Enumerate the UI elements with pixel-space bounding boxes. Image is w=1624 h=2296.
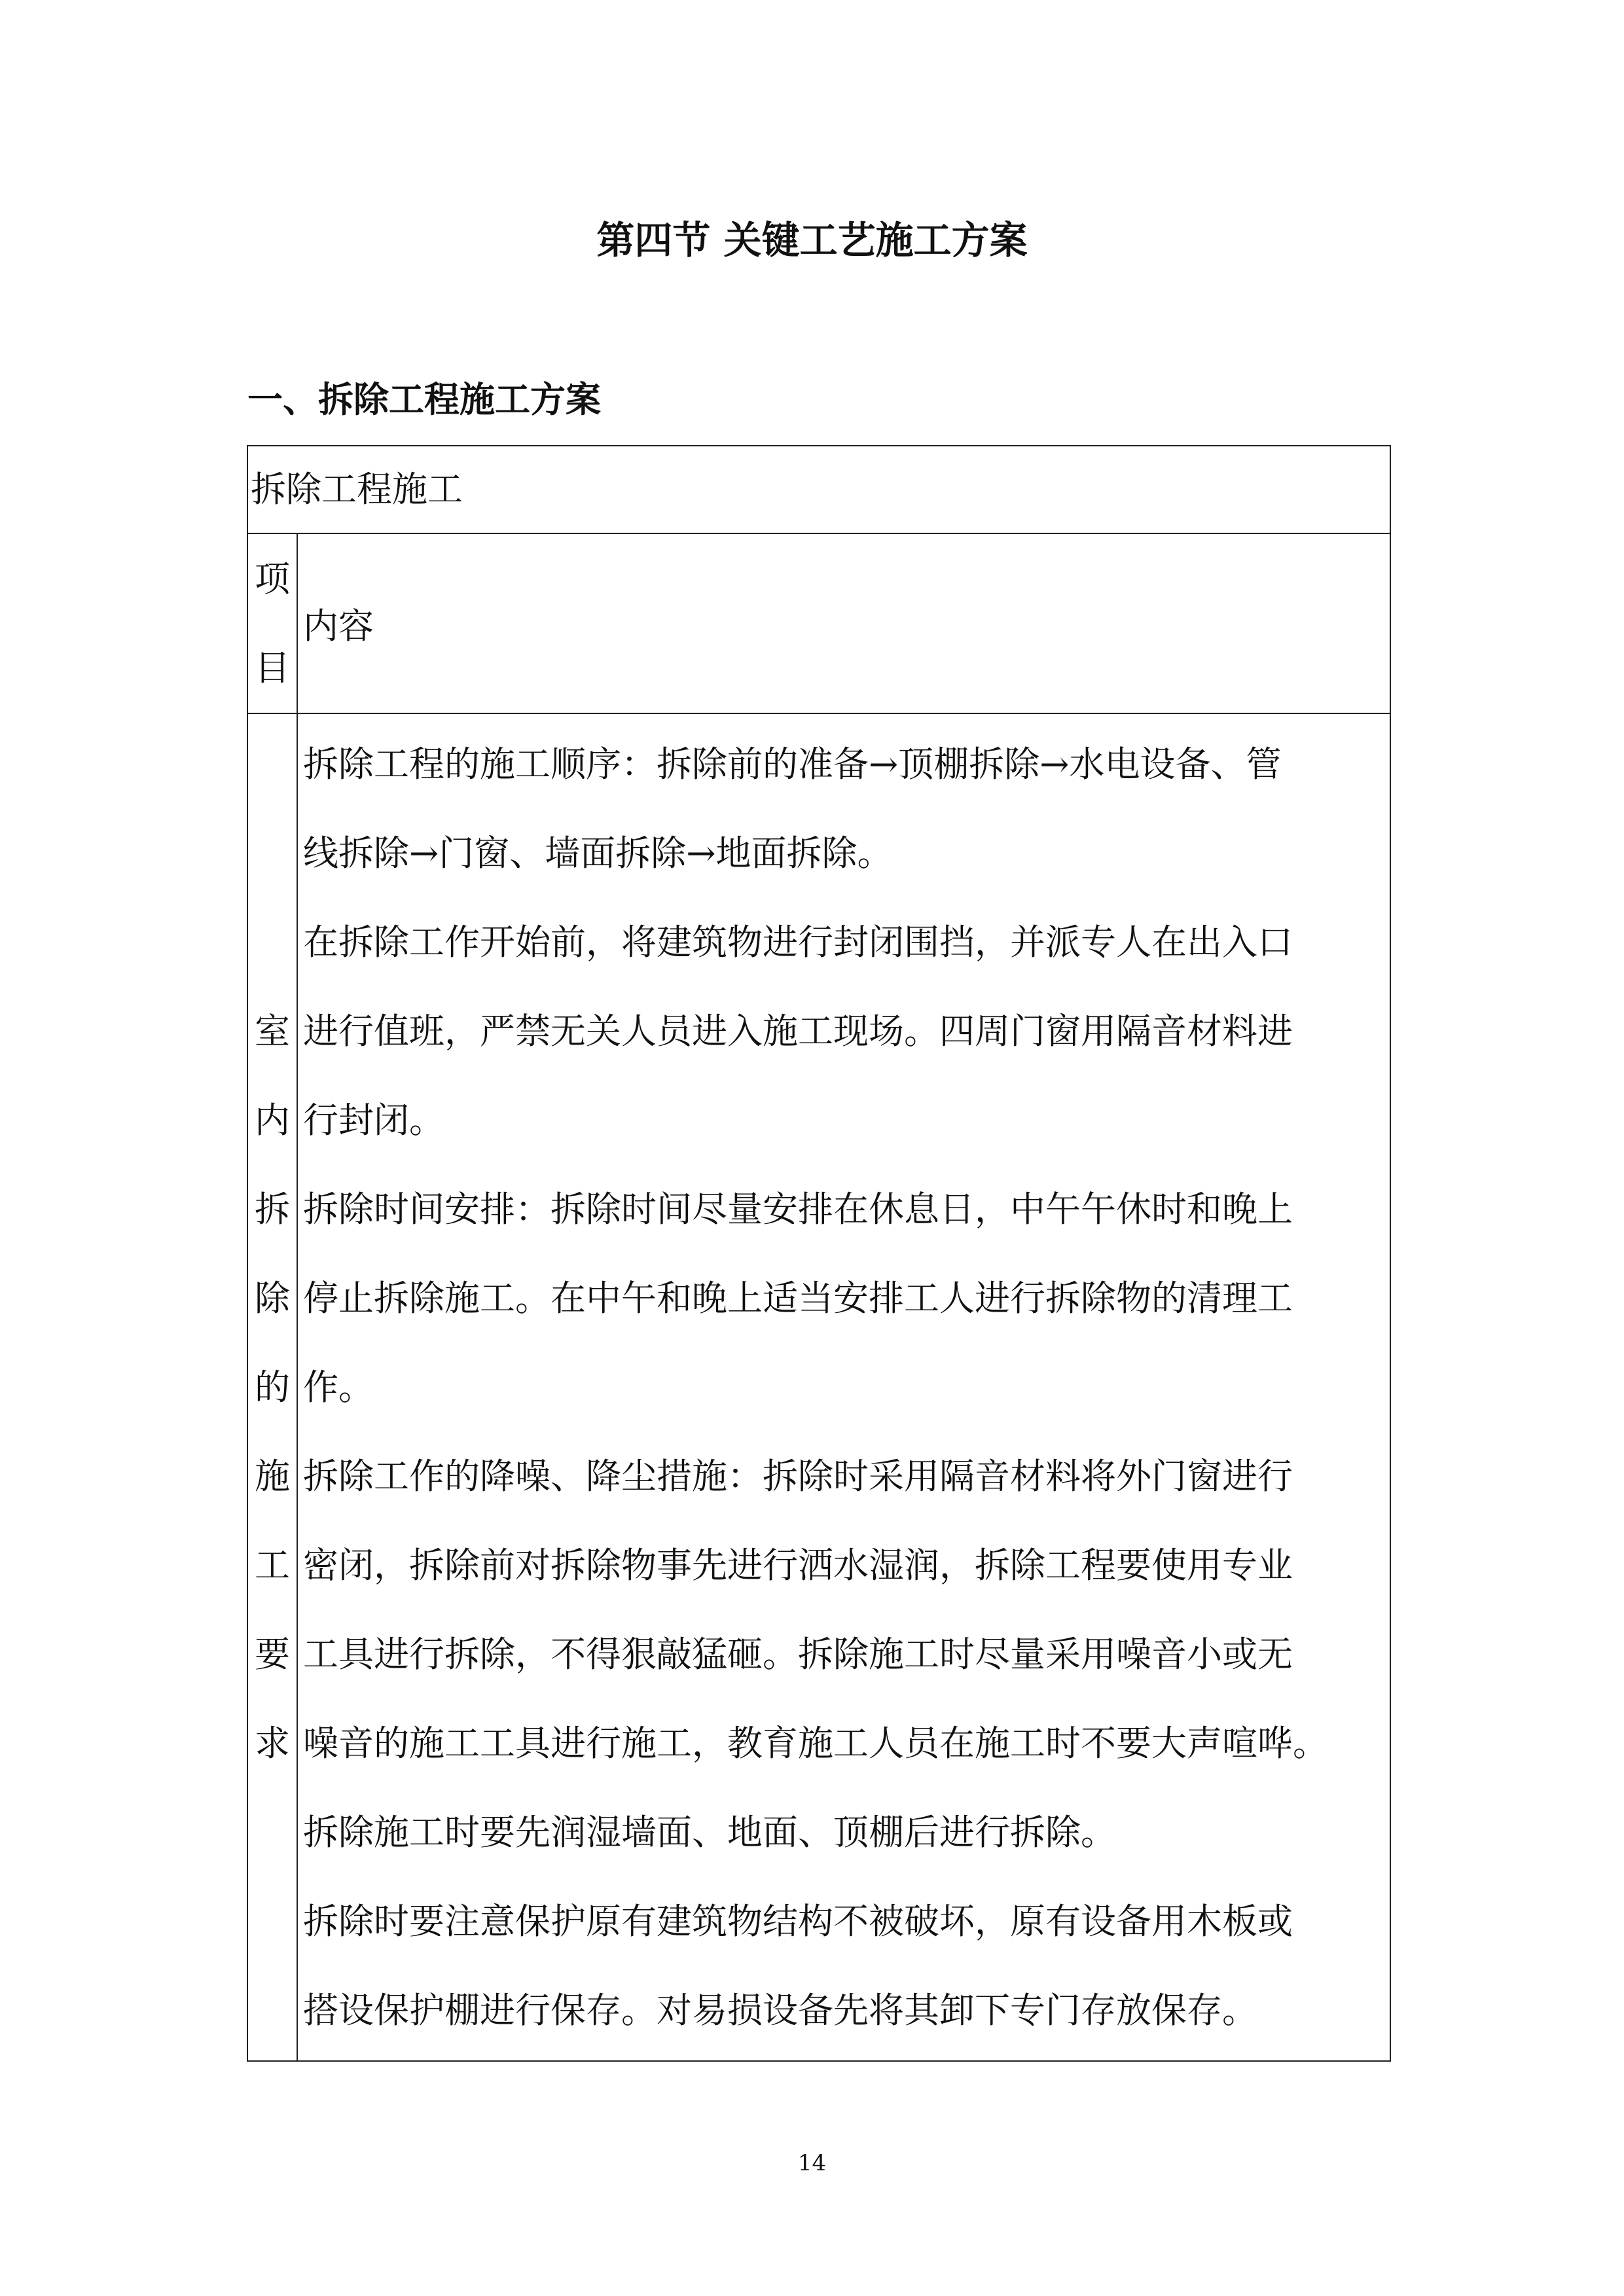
content-line: 拆除施工时要先润湿墙面、地面、顶棚后进行拆除。: [303, 1811, 1116, 1853]
content-line: 工具进行拆除，不得狠敲猛砸。拆除施工时尽量采用噪音小或无: [303, 1633, 1293, 1675]
content-line: 线拆除→门窗、墙面拆除→地面拆除。: [303, 832, 893, 874]
content-line: 在拆除工作开始前，将建筑物进行封闭围挡，并派专人在出入口: [303, 921, 1293, 963]
content-line: 拆除时间安排：拆除时间尽量安排在休息日，中午午休时和晚上: [303, 1188, 1293, 1230]
row-label-char: 拆: [255, 1188, 290, 1230]
page-number: 14: [797, 2150, 827, 2176]
row-label-char: 要: [255, 1633, 290, 1675]
section-heading: 一、拆除工程施工方案: [247, 378, 601, 420]
row-content-cell: [297, 713, 1390, 2061]
row-label-char: 求: [255, 1722, 290, 1764]
table-header-row: [247, 533, 1390, 713]
content-line: 进行值班，严禁无关人员进入施工现场。四周门窗用隔音材料进: [303, 1010, 1293, 1052]
row-label-char: 内: [255, 1099, 290, 1141]
header-item-char: 目: [255, 647, 290, 689]
row-label-cell: [247, 713, 297, 2061]
content-line: 拆除工程的施工顺序：拆除前的准备→顶棚拆除→水电设备、管: [303, 743, 1282, 785]
construction-table: [247, 445, 1391, 2062]
content-line: 搭设保护棚进行保存。对易损设备先将其卸下专门存放保存。: [303, 1989, 1257, 2031]
content-line: 作。: [303, 1366, 374, 1408]
content-line: 拆除工作的降噪、降尘措施：拆除时采用隔音材料将外门窗进行: [303, 1455, 1293, 1497]
header-item-char: 项: [255, 558, 290, 600]
table-title-row: [247, 446, 1390, 533]
content-line: 行封闭。: [303, 1099, 444, 1141]
content-line: 拆除时要注意保护原有建筑物结构不被破坏，原有设备用木板或: [303, 1900, 1293, 1942]
table-title-cell: 拆除工程施工: [247, 446, 1390, 533]
row-label-char: 室: [255, 1010, 290, 1052]
row-label-char: 工: [255, 1544, 290, 1586]
page-title: 第四节 关键工艺施工方案: [596, 218, 1028, 262]
content-line: 密闭，拆除前对拆除物事先进行洒水湿润，拆除工程要使用专业: [303, 1544, 1293, 1586]
table-row: [247, 713, 1390, 2061]
header-content-cell: 内容: [297, 533, 1390, 713]
content-line: 停止拆除施工。在中午和晚上适当安排工人进行拆除物的清理工: [303, 1277, 1293, 1319]
header-item-cell: [247, 533, 297, 713]
row-label-char: 除: [255, 1277, 290, 1319]
row-label-char: 施: [255, 1455, 290, 1497]
content-line: 噪音的施工工具进行施工，教育施工人员在施工时不要大声喧哗。: [303, 1722, 1328, 1764]
row-label-char: 的: [255, 1366, 290, 1408]
